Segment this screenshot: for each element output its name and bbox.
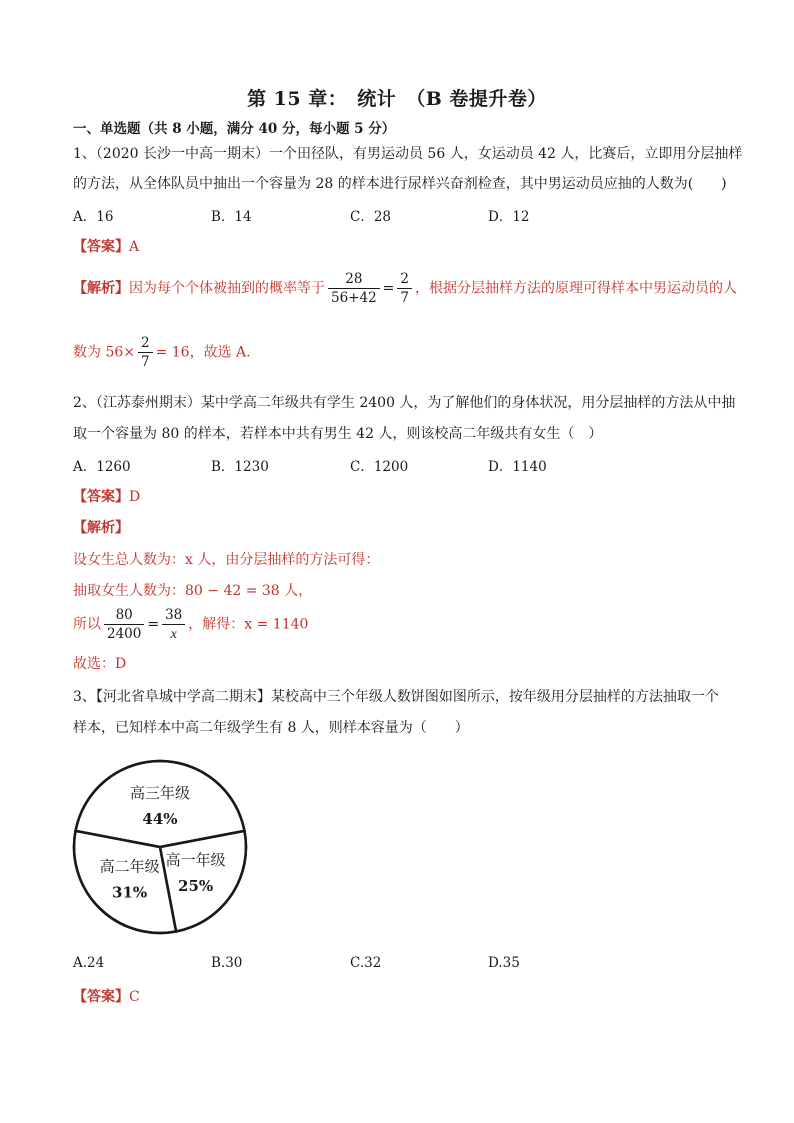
q1-analysis-line1 — [73, 270, 737, 307]
analysis-text-cont: ，根据分层抽样方法的原理可得样本中男运动员的人 — [415, 280, 737, 297]
q1-option-b: B．14 — [211, 209, 252, 225]
fraction-28-over-98: $\frac{28}{56+42}$ — [328, 270, 380, 307]
equals-sign: = — [382, 280, 395, 297]
q2-option-c: C．1200 — [350, 459, 409, 475]
q1-text-line1: 1、（2020 长沙一中高一期末）一个田径队，有男运动员 56 人，女运动员 42 人，比赛后，立即用分层抽样 — [73, 146, 743, 162]
pie-slice-label: 高三年级 — [129, 784, 191, 802]
page-title: 第 15 章： 统计 （B 卷提升卷） — [247, 88, 547, 110]
q3-option-c: C.32 — [350, 955, 382, 971]
q2-option-d: D．1140 — [488, 459, 547, 475]
q1-option-a: A．16 — [73, 209, 114, 225]
answer-tag: 【答案】 — [73, 489, 129, 505]
q2-analysis-tag: 【解析】 — [73, 520, 129, 536]
q1-text-line2: 的方法，从全体队员中抽出一个容量为 28 的样本进行尿样兴奋剂检查，其中男运动员应抽的人数为( ) — [73, 176, 727, 192]
q2-option-b: B．1230 — [211, 459, 269, 475]
section-heading: 一、单选题（共 8 小题，满分 40 分，每小题 5 分） — [73, 121, 396, 137]
analysis-text: 因为每个个体被抽到的概率等于 — [129, 280, 325, 297]
q1-option-c: C．28 — [350, 209, 392, 225]
answer-value: C — [129, 989, 140, 1005]
q2-solution-line4: 故选：D — [73, 656, 127, 672]
fraction-2-over-7: $\frac{2}{7}$ — [138, 334, 153, 371]
q2-solution-line2: 抽取女生人数为：80 − 42 = 38 人， — [73, 583, 313, 599]
fraction-2-over-7: $\frac{2}{7}$ — [397, 270, 412, 307]
q2-solution-line1: 设女生总人数为：x 人，由分层抽样的方法可得： — [73, 552, 380, 568]
q3-text-line1: 3、【河北省阜城中学高二期末】某校高中三个年级人数饼图如图所示，按年级用分层抽样的方法抽取一个 — [73, 689, 719, 705]
q2-solution-line3: 所以 $\frac{80}{2400}$ = $\frac{38}{x}$ ，解得：x = 1140 — [73, 607, 309, 642]
pie-chart — [70, 755, 250, 940]
q3-option-a: A.24 — [73, 955, 105, 971]
q2-text-line1: 2、（江苏泰州期末）某中学高二年级共有学生 2400 人，为了解他们的身体状况，用分层抽样的方法从中抽 — [73, 395, 736, 411]
pie-slice-label: 高一年级 — [165, 851, 226, 870]
q1-analysis-line2: 数为 56× $\frac{2}{7}$ = 16，故选 A. — [73, 335, 251, 370]
q1-option-d: D．12 — [488, 209, 530, 225]
q3-option-d: D.35 — [488, 955, 520, 971]
q3-option-b: B.30 — [211, 955, 243, 971]
pie-slice-label: 高二年级 — [99, 857, 160, 876]
q3-text-line2: 样本，已知样本中高二年级学生有 8 人，则样本容量为（ ） — [73, 720, 469, 736]
fraction-38-over-x: $\frac{38}{x}$ — [162, 606, 185, 643]
answer-tag: 【答案】 — [73, 989, 129, 1005]
q2-option-a: A．1260 — [73, 459, 131, 475]
answer-tag: 【答案】 — [73, 239, 129, 255]
q2-text-line2: 取一个容量为 80 的样本，若样本中共有男生 42 人，则该校高二年级共有女生（ ） — [73, 426, 603, 442]
q3-answer — [73, 986, 140, 1006]
pie-slice-value: 31% — [112, 883, 148, 902]
q1-answer — [73, 236, 139, 256]
answer-value: A — [129, 239, 140, 255]
analysis-tag: 【解析】 — [73, 280, 129, 297]
pie-slice-value: 25% — [178, 877, 214, 896]
fraction-80-over-2400: $\frac{80}{2400}$ — [104, 606, 144, 643]
pie-slice-value: 44% — [142, 810, 178, 828]
q2-answer — [73, 486, 140, 506]
answer-value: D — [129, 489, 141, 505]
